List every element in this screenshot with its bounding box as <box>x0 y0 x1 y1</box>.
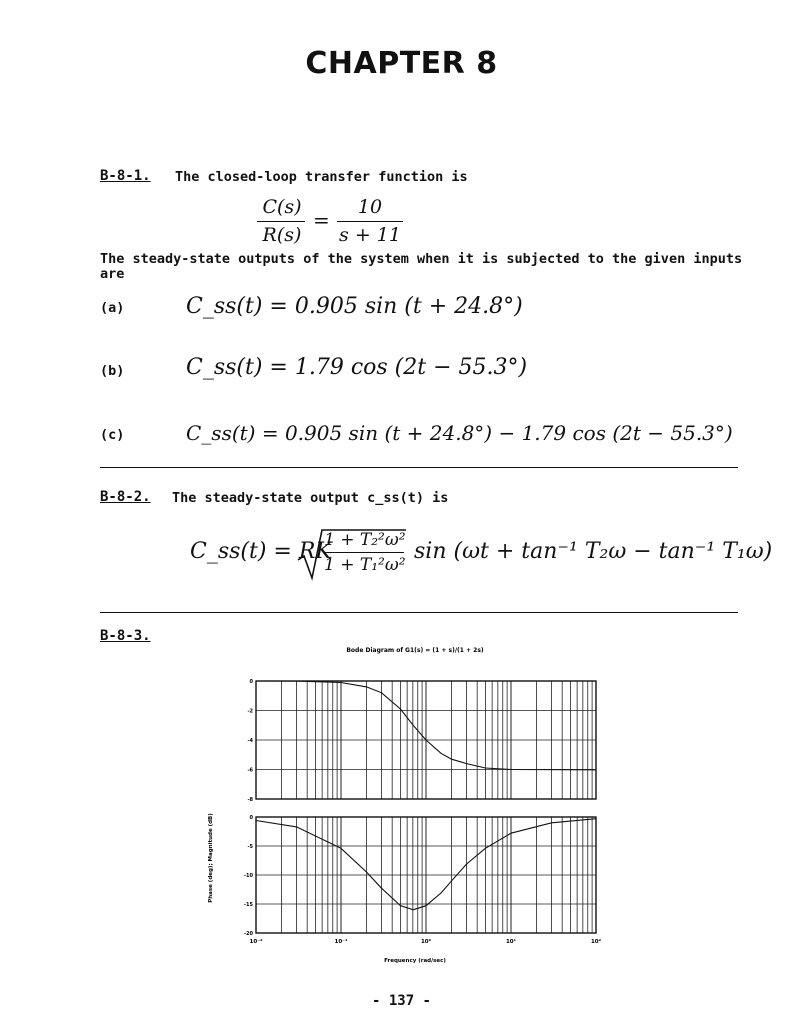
chapter-title: CHAPTER 8 <box>305 46 498 81</box>
part-a-label: (a) <box>100 300 125 316</box>
x-tick-label: 10¹ <box>505 939 517 945</box>
x-tick-label: 10⁻² <box>249 939 263 945</box>
y-tick-label: -6 <box>247 767 253 774</box>
x-tick-label: 10² <box>590 939 602 945</box>
y-tick-label: -5 <box>247 844 253 850</box>
x-tick-label: 10⁻¹ <box>334 939 348 945</box>
tf-denominator: R(s) <box>262 224 302 246</box>
x-tick-label: 10⁰ <box>420 939 432 945</box>
tf-numerator: C(s) <box>262 196 302 218</box>
part-c-equation: C_ss(t) = 0.905 sin (t + 24.8°) − 1.79 cos (2t − 55.3°) <box>186 421 733 445</box>
y-tick-label: -15 <box>243 902 253 908</box>
page-number: - 137 - <box>371 993 431 1009</box>
divider-2 <box>100 612 738 613</box>
tf-fraction-bar <box>257 221 305 222</box>
problem-b8-1-text: The steady-state outputs of the system when it is subjected to the given inputs are <box>100 251 743 282</box>
tf-rhs-fraction-bar <box>337 221 403 222</box>
radical-fraction-bar <box>324 552 404 553</box>
y-tick-label: -10 <box>243 873 253 879</box>
y-tick-label: -4 <box>247 738 253 744</box>
b82-eq-rhs: sin (ωt + tan⁻¹ T₂ω − tan⁻¹ T₁ω) <box>414 539 773 564</box>
y-axis-label: Phase (deg); Magnitude (dB) <box>208 813 214 903</box>
bode-diagram <box>200 640 620 970</box>
b82-eq-lhs: C_ss(t) = RK <box>190 539 332 564</box>
problem-b8-2-intro: The steady-state output c_ss(t) is <box>172 490 449 506</box>
magnitude-panel <box>247 679 596 803</box>
problem-b8-1-label: B-8-1. <box>100 168 151 184</box>
tf-rhs-denominator: s + 11 <box>339 224 401 246</box>
y-tick-label: 0 <box>249 679 253 685</box>
chart-title: Bode Diagram of G1(s) = (1 + s)/(1 + 2s) <box>346 647 484 654</box>
y-tick-label: -8 <box>247 797 253 803</box>
y-tick-label: 0 <box>249 815 253 821</box>
radical-numerator: 1 + T₂²ω² <box>324 530 406 550</box>
part-c-label: (c) <box>100 427 125 443</box>
y-tick-label: -20 <box>243 931 253 937</box>
divider-1 <box>100 467 738 468</box>
x-axis-label: Frequency (rad/sec) <box>384 958 446 964</box>
part-b-equation: C_ss(t) = 1.79 cos (2t − 55.3°) <box>186 355 528 380</box>
radical-denominator: 1 + T₁²ω² <box>324 555 406 575</box>
problem-b8-3-label: B-8-3. <box>100 628 151 644</box>
tf-equals: = <box>313 208 330 232</box>
y-tick-label: -2 <box>247 708 253 715</box>
problem-b8-1-intro: The closed-loop transfer function is <box>175 169 468 185</box>
part-b-label: (b) <box>100 363 125 379</box>
x-tick-labels <box>250 938 602 945</box>
part-a-equation: C_ss(t) = 0.905 sin (t + 24.8°) <box>186 294 523 319</box>
phase-panel <box>244 815 596 937</box>
problem-b8-2-label: B-8-2. <box>100 489 151 505</box>
tf-rhs-numerator: 10 <box>357 196 383 218</box>
